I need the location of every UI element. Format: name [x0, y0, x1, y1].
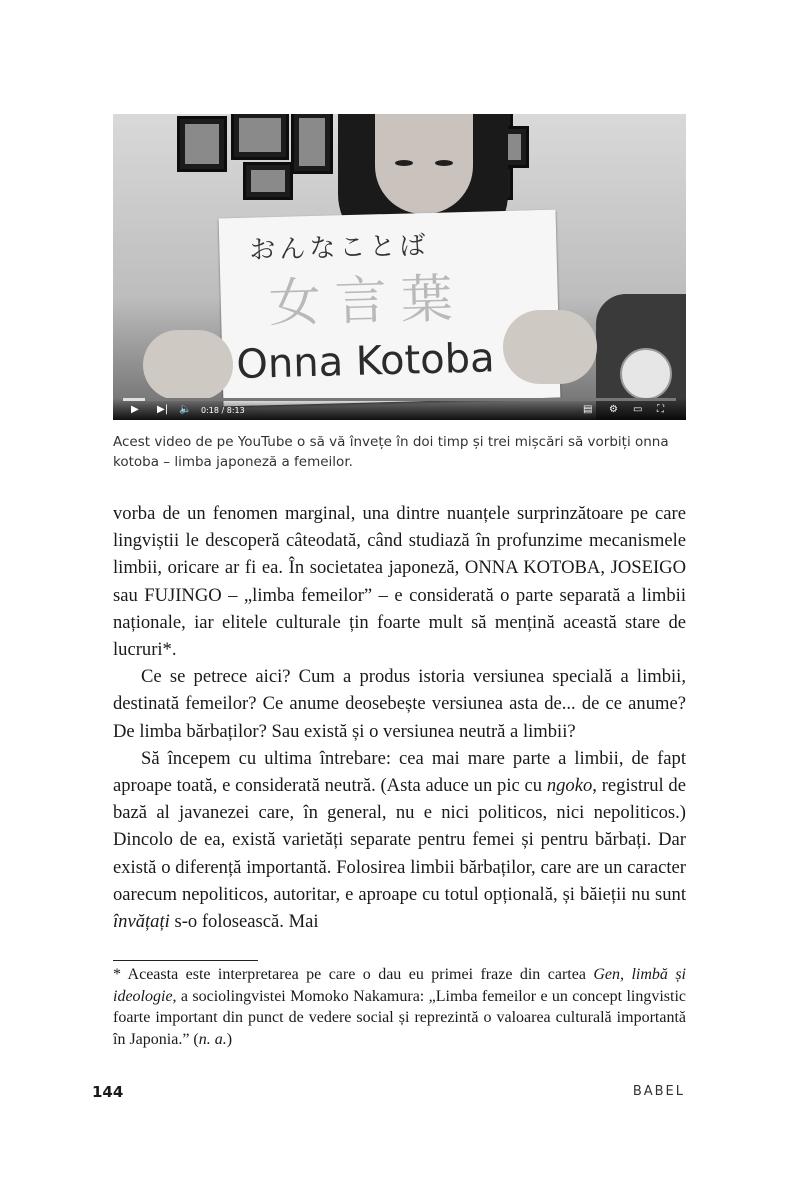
time-display: 0:18 / 8:13	[201, 406, 245, 415]
paragraph: vorba de un fenomen marginal, una dintre nuanțele surprinzătoare pe care lingviștii le descoperă câteodată, când studiază în profunzime mecanismele limbii, oricare ar fi ea. În societatea japoneză, ONNA KOTOBA, JOSEIGO sau FUJINGO – „limba femeilor” – e considerată o parte separată a limbii naționale, iar elitele culturale țin foarte mult să mențină această stare de lucruri*.	[113, 503, 686, 661]
sign-kanji-text: 女言葉	[268, 268, 468, 335]
wall-picture-frame	[177, 116, 227, 172]
wall-picture-frame	[231, 114, 289, 160]
left-hand	[143, 330, 233, 400]
sign-kana-text: おんなことば	[249, 230, 430, 266]
progress-bar[interactable]	[123, 398, 676, 401]
player-controls	[113, 398, 686, 420]
main-text	[113, 500, 686, 935]
play-icon[interactable]: ▶	[131, 404, 139, 415]
subtitles-icon[interactable]: ▤	[583, 404, 593, 415]
figure-caption: Acest video de pe YouTube o să vă învețe în doi timp și trei mișcări să vorbiți onna kotoba – limba japoneză a femeilor.	[113, 434, 669, 470]
fullscreen-icon[interactable]: ⛶	[657, 404, 664, 415]
progress-fill	[123, 398, 145, 401]
right-hand	[503, 310, 597, 384]
running-head: BABEL	[632, 1084, 685, 1099]
paragraph: Ce se petrece aici? Cum a produs istoria versiunea specială a limbii, destinată femeilor? Ce anume deosebește versiunea asta de... de ce anume? De limba bărbaților? Sau există și o versiunea neutră a limbii?	[113, 666, 686, 742]
miniplayer-icon[interactable]: ▭	[633, 404, 643, 415]
person-face	[375, 114, 473, 214]
next-icon[interactable]: ▶|	[157, 404, 169, 415]
channel-logo[interactable]	[620, 348, 672, 400]
wall-picture-frame	[291, 114, 333, 174]
settings-icon[interactable]: ⚙	[609, 404, 618, 415]
sign-paper	[219, 210, 561, 407]
paragraph: Să începem cu ultima întrebare: cea mai mare parte a limbii, de fapt aproape toată, e considerată neutră. (Asta aduce un pic cu ngoko, registrul de bază al javanezei care, în general, nu e nici politicos, nici nepoliticos.) Dincolo de ea, există varietăți separate pentru femei și pentru bărbați. Dar există o diferență importantă. Folosirea limbii bărbaților, care are un caracter oarecum nepoliticos, autoritar, e aproape cu totul opțională, și băieții nu sunt învățați s-o folosească. Mai	[113, 747, 686, 933]
volume-icon[interactable]: 🔈	[179, 404, 192, 415]
page-number: 144	[92, 1083, 124, 1101]
footnote: * Aceasta este interpretarea pe care o dau eu primei fraze din cartea Gen, limbă și ideologie, a sociolingvistei Momoko Nakamura: „Limba femeilor e un concept lingvistic foarte important din punct de vedere social și reprezintă o valoarea culturală importantă în Japonia.” (n. a.)	[113, 966, 686, 1048]
sign-romaji-text: Onna Kotoba	[235, 335, 496, 389]
wall-picture-frame	[243, 162, 293, 200]
footnote-rule	[113, 960, 258, 961]
youtube-video-screenshot	[113, 114, 686, 420]
